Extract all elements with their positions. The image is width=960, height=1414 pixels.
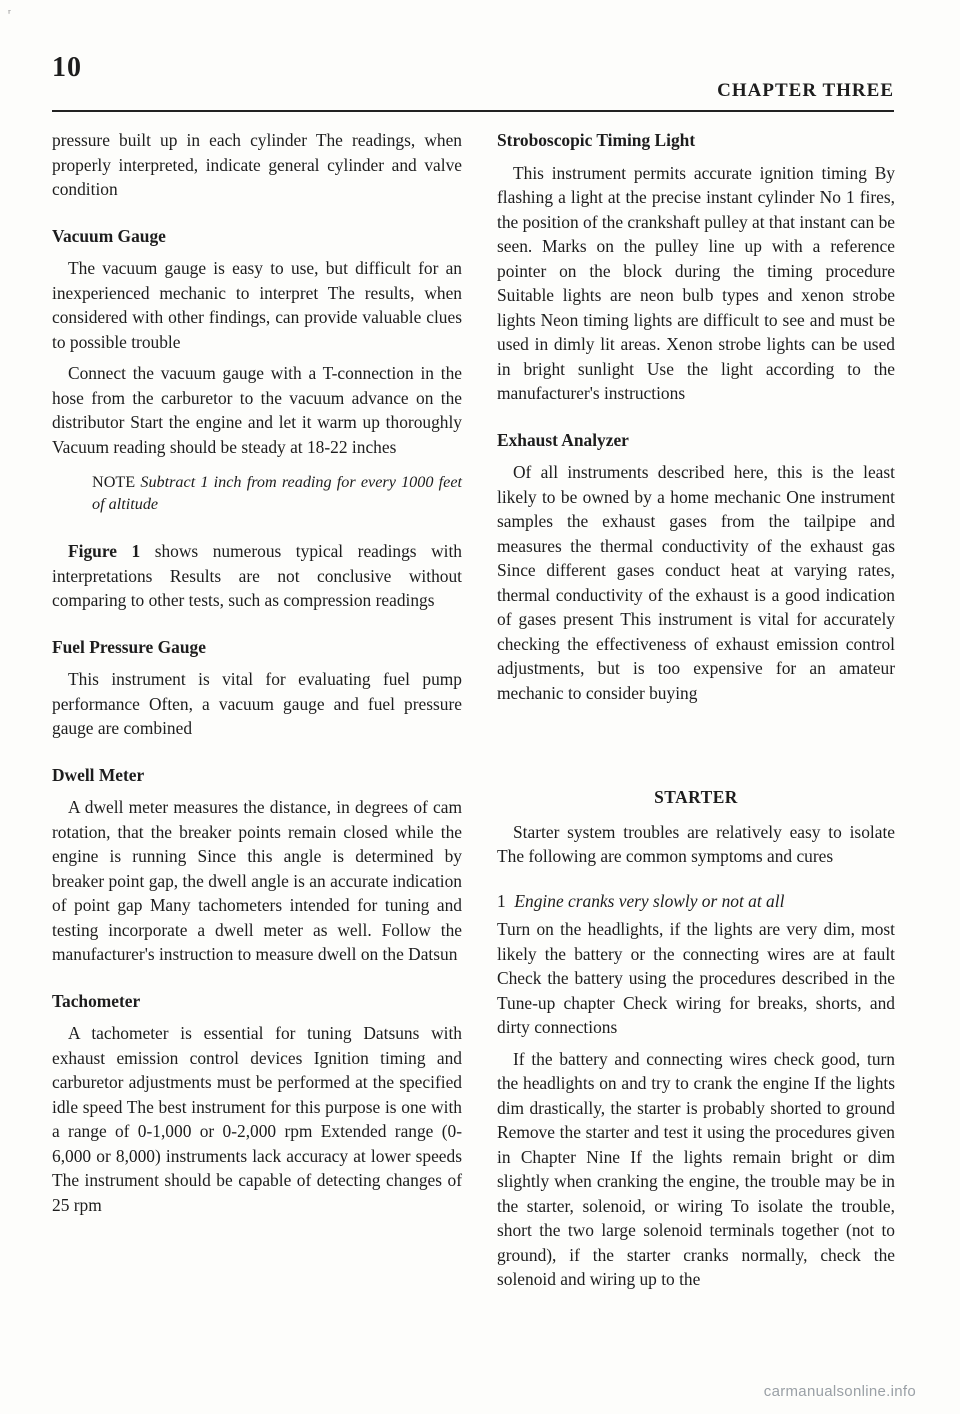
list-item-heading [497,889,895,914]
section-heading-stroboscopic-timing-light: Stroboscopic Timing Light [497,130,696,150]
figure-reference: Figure 1 [68,541,141,561]
paragraph: A dwell meter measures the distance, in degrees of cam rotation, that the breaker points remain closed while the engine is running Since this angle is determined by breaker point gap, the dwell angle is an accurate indication of point gap Many tachometers intended for tuning and testing incorporate a dwell meter as well. Follow the manufacturer's instruction to measure dwell on the Datsun [52,797,462,964]
section-heading-starter: STARTER [654,787,738,807]
watermark-text: carmanualsonline.info [763,1383,916,1400]
item-number: 1 [497,890,506,911]
section-heading-dwell-meter: Dwell Meter [52,764,145,785]
paragraph: Starter system troubles are relatively easy to isolate The following are common symptoms and cures [497,821,895,866]
paragraph: This instrument permits accurate ignition timing By flashing a light at the precise instant cylinder No 1 fires, the position of the crankshaft pulley at that instant can be seen. Marks on the pulley line up with a reference pointer on the block during the timing procedure Suitable lights are neon bulb types and xenon strobe lights Neon timing lights are difficult to see and must be used in dimly lit areas. Xenon strobe lights can be used in bright sunlight Use the light according to the manufacturer's instructions [497,162,895,403]
paragraph: If the battery and connecting wires check good, turn the headlights on and try to crank the engine If the lights dim drastically, the starter is probably shorted to ground Remove the starter and test it using the procedures given in Chapter Nine If the lights remain bright or dim slightly when cranking the engine, the trouble may be in the starter, solenoid, or wiring To isolate the trouble, short the two large solenoid terminals together (not to ground), if the starter cranks normally, check the solenoid and wiring up to the [497,1048,895,1289]
paragraph: The vacuum gauge is easy to use, but difficult for an inexperienced mechanic to interpret The results, when considered with other findings, can provide valuable clues to possible trouble [52,258,462,352]
section-heading-exhaust-analyzer: Exhaust Analyzer [497,429,629,450]
section-heading-tachometer: Tachometer [52,990,141,1011]
paragraph: Connect the vacuum gauge with a T-connection in the hose from the carburetor to the vacuum advance on the distributor Start the engine and let it warm up thoroughly Vacuum reading should be steady at 18-22 inches [52,363,462,457]
item-title: Engine cranks very slowly or not at all [514,890,785,911]
scan-mark: ʳ [8,6,11,20]
note [92,471,462,515]
section-heading-vacuum-gauge: Vacuum Gauge [52,225,166,246]
note-label: NOTE [92,473,136,491]
header-rule [52,110,894,112]
left-column [52,128,462,1224]
chapter-title: CHAPTER THREE [717,80,894,101]
paragraph: pressure built up in each cylinder The readings, when properly interpreted, indicate general cylinder and valve condition [52,130,462,199]
paragraph: A tachometer is essential for tuning Datsuns with exhaust emission control devices Ignition timing and carburetor adjustments must be performed at the specified idle speed The best instrument for this purpose is one with a range of 0-1,000 or 0-2,000 rpm Extended range (0-6,000 or 8,000) instruments lack accuracy at lower speeds The instrument should be capable of detecting changes of 25 rpm [52,1023,462,1215]
section-heading-fuel-pressure-gauge: Fuel Pressure Gauge [52,636,206,657]
paragraph: Of all instruments described here, this is the least likely to be owned by a home mechanic One instrument samples the exhaust gases from the tailpipe and measures the thermal conductivity of the exhaust gas Since different gases conduct heat at varying rates, thermal conductivity of the exhaust is a good indication of gases present This instrument is vital for accurately checking the effectiveness of exhaust emission control adjustments, but is too expensive for an amateur mechanic to consider buying [497,462,895,703]
right-column [497,128,895,1299]
paragraph: Turn on the headlights, if the lights are very dim, most likely the battery or the connecting wires are at fault Check the battery using the procedures described in the Tune-up chapter Check wiring for breaks, shorts, and dirty connections [497,919,895,1037]
paragraph: Figure 1 shows numerous typical readings with interpretations Results are not conclusive without comparing to other tests, such as compression readings [52,541,462,610]
paragraph: This instrument is vital for evaluating fuel pump performance Often, a vacuum gauge and fuel pressure gauge are combined [52,669,462,738]
note-text: Subtract 1 inch from reading for every 1000 feet of altitude [92,473,462,513]
page-number: 10 [52,52,82,83]
page-header [52,52,894,102]
